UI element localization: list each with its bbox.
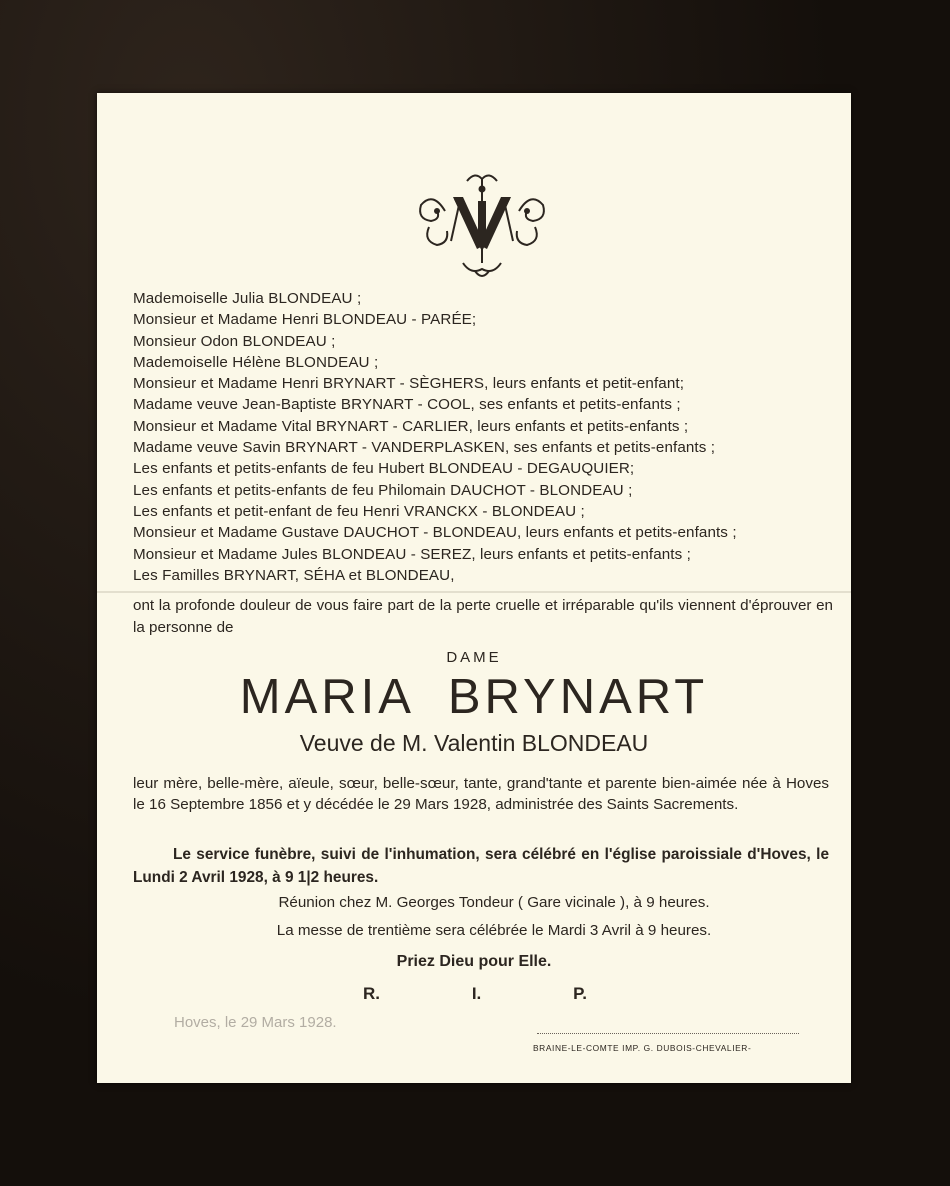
mourner-line: Monsieur et Madame Henri BRYNART - SÈGHERS, leurs enfants et petit-enfant;: [133, 375, 685, 393]
mourner-line: Monsieur et Madame Henri BLONDEAU - PARÉE;: [133, 311, 477, 329]
printer-divider: [537, 1033, 799, 1034]
rip-letter: I.: [471, 984, 482, 1003]
announcement-intro: ont la profonde douleur de vous faire part de la perte cruelle et irréparable qu'ils viennent d'éprouver en la personne de: [133, 597, 833, 636]
mourners-list: [133, 288, 833, 586]
title-prefix: DAME: [446, 649, 502, 666]
mourner-line: Mademoiselle Julia BLONDEAU ;: [133, 290, 362, 307]
rip-initials: [363, 984, 587, 1004]
prayer-request: Priez Dieu pour Elle.: [396, 953, 552, 970]
mourner-line: Monsieur et Madame Gustave DAUCHOT - BLONDEAU, leurs enfants et petits-enfants ;: [133, 524, 737, 542]
mourner-line: Les enfants et petits-enfants de feu Hubert BLONDEAU - DEGAUQUIER;: [133, 460, 635, 478]
mourner-line: Les enfants et petit-enfant de feu Henri VRANCKX - BLONDEAU ;: [133, 502, 585, 520]
monogram-emblem: [415, 171, 549, 283]
mourner-line: Mademoiselle Hélène BLONDEAU ;: [133, 353, 379, 371]
mourner-line: Les Familles BRYNART, SÉHA et BLONDEAU,: [133, 566, 455, 584]
widow-of-line: Veuve de M. Valentin BLONDEAU: [299, 730, 649, 756]
mourner-line: Les enfants et petits-enfants de feu Philomain DAUCHOT - BLONDEAU ;: [133, 481, 633, 499]
mourner-line: Monsieur Odon BLONDEAU ;: [133, 332, 336, 350]
mourner-line: Monsieur et Madame Jules BLONDEAU - SEREZ, leurs enfants et petits-enfants ;: [133, 545, 691, 563]
memorial-mass-details: La messe de trentième sera célébrée le Mardi 3 Avril à 9 heures.: [276, 922, 712, 939]
paper-fold-line: [97, 591, 851, 593]
mourner-line: Madame veuve Savin BRYNART - VANDERPLASKEN, ses enfants et petits-enfants ;: [133, 439, 716, 457]
rip-letter: P.: [573, 984, 587, 1003]
place-and-date: Hoves, le 29 Mars 1928.: [174, 1014, 337, 1031]
mourner-line: Monsieur et Madame Vital BRYNART - CARLIER, leurs enfants et petits-enfants ;: [133, 417, 689, 435]
gathering-details: Réunion chez M. Georges Tondeur ( Gare vicinale ), à 9 heures.: [278, 894, 710, 911]
printer-imprint: BRAINE-LE-COMTE IMP. G. DUBOIS-CHEVALIER-: [533, 1043, 752, 1053]
rip-letter: R.: [363, 984, 380, 1003]
funeral-service-details: Le service funèbre, suivi de l'inhumation, sera célébré en l'église paroissiale d'Hoves, le Lundi 2 Avril 1928, à 9 1|2 heures.: [133, 846, 829, 886]
funeral-notice-sheet: [97, 93, 851, 1083]
deceased-name: MARIA BRYNART: [239, 670, 709, 724]
deceased-biography: leur mère, belle-mère, aïeule, sœur, belle-sœur, tante, grand'tante et parente bien-aimée née à Hoves le 16 Septembre 1856 et y décédée le 29 Mars 1928, administrée des Saints Sacrements.: [133, 775, 829, 813]
mourner-line: Madame veuve Jean-Baptiste BRYNART - COOL, ses enfants et petits-enfants ;: [133, 396, 681, 414]
